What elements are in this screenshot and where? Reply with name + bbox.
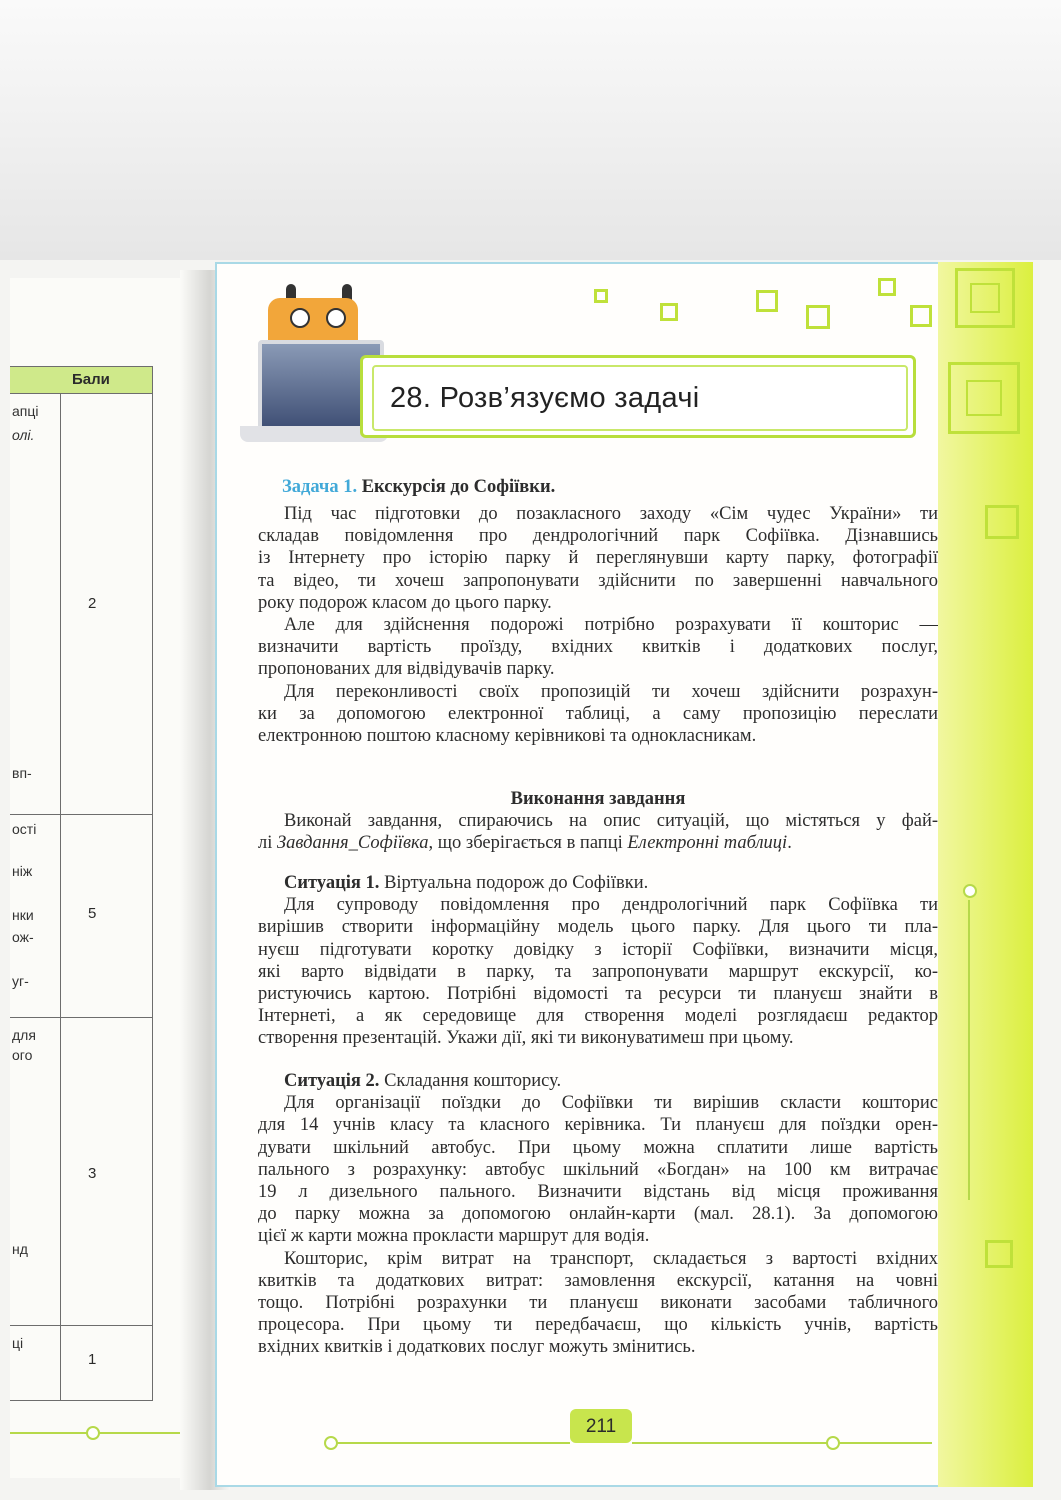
situation-title: Віртуальна подорож до Софіївки. <box>379 873 649 893</box>
situation-label: Ситуація 1. <box>284 873 380 893</box>
text-line: Для організації поїздки до Софіївки ти вирішив скласти кошторис <box>284 1093 938 1114</box>
decor-square <box>970 283 1000 313</box>
table-fragment: вп- <box>12 765 32 781</box>
table-column-divider <box>60 393 61 1400</box>
decor-line <box>968 900 970 1200</box>
decor-dot <box>86 1426 100 1440</box>
table-row-divider <box>10 1017 152 1018</box>
chapter-title: 28. Розв’язуємо задачі <box>390 382 700 414</box>
text-line: Інтернеті, а як середовище для створення моделі розглядаєш редактор <box>258 1006 938 1027</box>
table-fragment: ніж <box>12 863 33 879</box>
text-line: до парку можна за допомогою онлайн-карти (мал. 28.1). За допомогою <box>258 1204 938 1225</box>
table-fragment: ого <box>12 1047 33 1063</box>
scores-table <box>10 366 153 1401</box>
scores-table-header <box>10 367 152 394</box>
decor-square <box>756 290 778 312</box>
situation-label: Ситуація 2. <box>284 1071 380 1091</box>
execution-heading: Виконання завдання <box>510 789 686 809</box>
text-line: дувати шкільний автобус. При цьому можна сплатити лише вартість <box>258 1137 938 1158</box>
table-fragment: для <box>12 1027 36 1043</box>
table-fragment: нки <box>12 907 34 923</box>
decor-square <box>985 1240 1013 1268</box>
text-line: тощо. Потрібні розрахунки ти плануєш виконати засобами табличного <box>258 1293 938 1314</box>
text-line: пропонованих для відвідувачів парку. <box>258 659 555 680</box>
situation-title: Складання кошторису. <box>379 1071 562 1091</box>
folder-name: Електронні таблиці <box>627 833 788 854</box>
task-heading <box>282 476 962 498</box>
scores-header-label: Бали <box>72 371 110 388</box>
text-line: складав повідомлення про дендрологічний парк Софіївка. Дізнавшись <box>258 526 938 547</box>
text-fragment: , що зберігається в папці <box>428 833 628 854</box>
decor-dot <box>324 1436 338 1450</box>
text-line: електронною поштою класному керівникові та однокласникам. <box>258 726 757 747</box>
score-value: 2 <box>88 595 97 612</box>
text-line: цієї ж карти можна прокласти маршрут для водія. <box>258 1226 650 1247</box>
decor-line <box>330 1442 570 1444</box>
text-line: вирішив створити інформаційну модель цього парку. Для цього ти пла- <box>258 917 938 938</box>
decor-dot <box>826 1436 840 1450</box>
decor-square <box>878 278 896 296</box>
table-row-divider <box>10 1325 152 1326</box>
text-line: створення презентацій. Укажи дії, які ти виконуватимеш при цьому. <box>258 1028 794 1049</box>
table-row-divider <box>10 814 152 815</box>
decor-square <box>660 303 678 321</box>
text-fragment: лі <box>258 833 277 854</box>
text-line: процесора. При цьому ти передбачаєш, що кількість учнів, вартість <box>258 1315 938 1336</box>
mascot-eye <box>326 308 346 328</box>
decor-square <box>806 305 830 329</box>
text-line: для 14 учнів класу та класного керівника. Ти плануєш для поїздки орен- <box>258 1115 938 1136</box>
situation-2 <box>258 1070 938 1359</box>
table-fragment: ож- <box>12 929 34 945</box>
score-value: 3 <box>88 1165 97 1182</box>
text-line: вхідних квитків і додаткових послуг можуть змінитись. <box>258 1337 696 1358</box>
decor-square <box>966 380 1002 416</box>
mascot-eye <box>290 308 310 328</box>
text-line: Кошторис, крім витрат на транспорт, складається з вартості вхідних <box>284 1248 938 1269</box>
text-line: 19 л дизельного пального. Визначити відстань від місця проживання <box>258 1182 938 1203</box>
text-line: Виконай завдання, спираючись на опис ситуацій, що містяться у фай- <box>284 811 938 832</box>
decor-line <box>10 1432 200 1434</box>
text-line: року подорож класом до цього парку. <box>258 592 552 613</box>
page-number: 211 <box>585 1416 617 1437</box>
table-fragment: ці <box>12 1335 24 1351</box>
text-line: квитків та додаткових витрат: замовлення екскурсії, катання на човні <box>258 1270 938 1291</box>
execution-section <box>258 788 938 855</box>
file-name: Завдання_Софіївка <box>277 833 429 854</box>
text-line: Під час підготовки до позакласного заходу «Сім чудес України» ти <box>284 504 938 524</box>
intro-text <box>258 503 938 747</box>
table-fragment: олі. <box>12 427 35 443</box>
decor-square <box>910 305 932 327</box>
situation-1 <box>258 872 938 1050</box>
situation-heading <box>258 1070 938 1092</box>
table-fragment: уг- <box>12 973 29 989</box>
score-value: 5 <box>88 905 97 922</box>
table-fragment: ості <box>12 821 37 837</box>
decor-dot <box>963 884 977 898</box>
decor-square <box>594 289 608 303</box>
task-label: Задача 1. <box>282 477 358 497</box>
table-fragment: нд <box>12 1241 28 1257</box>
text-fragment: . <box>787 833 792 854</box>
task-title: Екскурсія до Софіївки. <box>361 477 556 497</box>
text-line: визначити вартість проїзду, вхідних квитків і додаткових послуг, <box>258 637 938 658</box>
decor-band <box>938 262 1033 1487</box>
text-line: пального з розрахунку: автобус шкільний «Богдан» на 100 км витрачає <box>258 1159 938 1180</box>
text-line: які варто відвідати в парку, та запропонувати маршрут екскурсії, ко- <box>258 961 938 982</box>
table-fragment: апці <box>12 403 39 419</box>
text-line: ки за допомогою електронної таблиці, а саму пропозицію переслати <box>258 703 938 724</box>
score-value: 1 <box>88 1351 97 1368</box>
text-line: нуєш підготувати коротку довідку з історії Софіївки, визначити місця, <box>258 939 938 960</box>
text-line: Для переконливості своїх пропозицій ти хочеш здійснити розрахун- <box>284 681 938 702</box>
text-line: та відео, ти хочеш запропонувати здійснити по завершенні навчального <box>258 570 938 591</box>
text-line: із Інтернету про історію парку й переглянувши карту парку, фотографії <box>258 548 938 569</box>
background-shadow <box>0 0 1061 260</box>
decor-square <box>985 505 1019 539</box>
text-line: ристуючись картою. Потрібні відомості та ресурси ти плануєш знайти в <box>258 984 938 1005</box>
situation-heading <box>258 872 938 894</box>
text-line: Для супроводу повідомлення про дендрологічний парк Софіївка ти <box>284 895 938 916</box>
text-line <box>258 832 938 854</box>
text-line: Але для здійснення подорожі потрібно розрахувати її кошторис — <box>284 615 938 636</box>
decor-line <box>632 1442 932 1444</box>
